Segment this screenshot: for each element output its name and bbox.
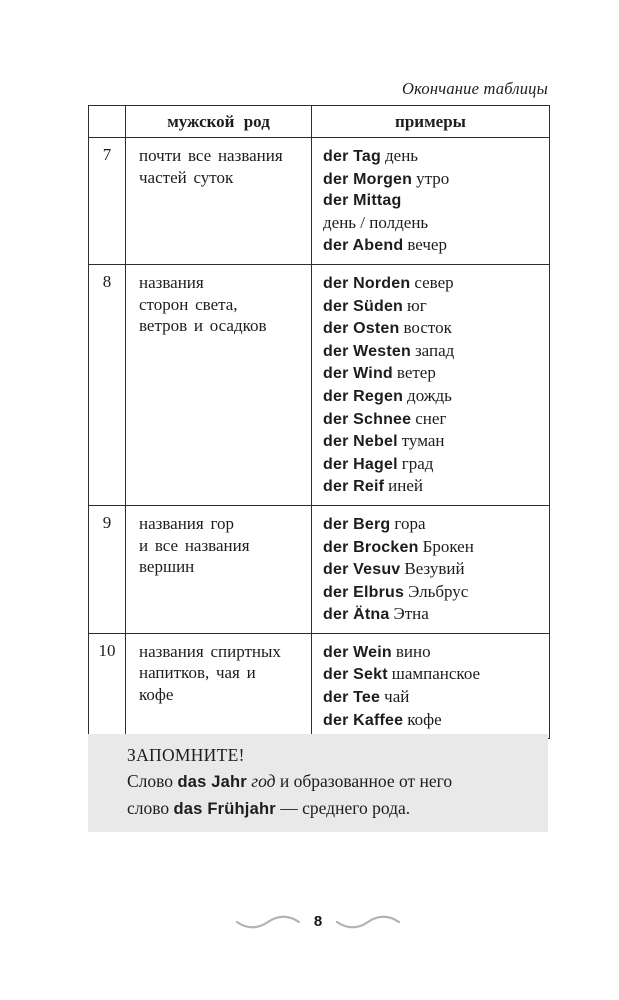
category-line: вершин bbox=[139, 557, 195, 577]
example-line bbox=[323, 641, 547, 664]
example-line bbox=[323, 168, 547, 191]
russian-translation: восток bbox=[403, 318, 452, 338]
russian-translation: вино bbox=[395, 641, 431, 661]
german-term: der Sekt bbox=[323, 666, 388, 684]
category-line: сторон света, bbox=[139, 294, 238, 314]
example-line bbox=[323, 385, 547, 408]
german-term: der Elbrus bbox=[323, 583, 405, 601]
row-number: 10 bbox=[89, 633, 126, 738]
german-term: der Wein bbox=[323, 643, 392, 661]
example-line bbox=[323, 190, 547, 212]
note-line bbox=[127, 768, 540, 795]
example-line bbox=[323, 709, 547, 732]
note-title: ЗАПОМНИТЕ! bbox=[127, 745, 245, 765]
category-line: названия гор bbox=[139, 513, 235, 533]
russian-translation: утро bbox=[416, 168, 450, 188]
russian-translation: Эльбрус bbox=[408, 581, 469, 601]
table-body bbox=[89, 138, 550, 739]
row-number: 7 bbox=[89, 138, 126, 265]
russian-translation: град bbox=[401, 453, 434, 473]
note-segment: das Jahr bbox=[177, 773, 247, 791]
german-term: der Westen bbox=[323, 342, 411, 360]
example-line bbox=[323, 340, 547, 363]
note-segment: — среднего рода. bbox=[275, 798, 411, 818]
german-term: der Kaffee bbox=[323, 711, 404, 729]
german-term: der Vesuv bbox=[323, 561, 401, 579]
category-line: напитков, чая и bbox=[139, 663, 256, 683]
example-line bbox=[323, 663, 547, 686]
row-category bbox=[126, 633, 312, 738]
russian-translation: ветер bbox=[396, 363, 436, 383]
russian-translation: Везувий bbox=[404, 559, 465, 579]
note-segment: год bbox=[251, 771, 276, 791]
example-line bbox=[323, 558, 547, 581]
russian-translation: день / полдень bbox=[323, 212, 429, 232]
category-line: почти все названия bbox=[139, 146, 283, 165]
german-term: der Nebel bbox=[323, 433, 398, 451]
russian-translation: Брокен bbox=[422, 536, 474, 556]
table-continuation-note: Окончание таблицы bbox=[402, 79, 548, 98]
german-term: der Reif bbox=[323, 478, 385, 496]
russian-translation: чай bbox=[384, 687, 410, 707]
row-examples bbox=[312, 633, 550, 738]
german-term: der Hagel bbox=[323, 455, 398, 473]
german-term: der Berg bbox=[323, 515, 391, 533]
note-segment: слово bbox=[127, 798, 174, 818]
russian-translation: день bbox=[385, 146, 419, 165]
example-line bbox=[323, 408, 547, 431]
example-line bbox=[323, 453, 547, 476]
example-line bbox=[323, 362, 547, 385]
note-body bbox=[127, 768, 540, 822]
german-term: der Ätna bbox=[323, 606, 390, 624]
german-term: der Osten bbox=[323, 320, 400, 338]
table-header-row bbox=[89, 106, 550, 138]
category-line: кофе bbox=[139, 685, 174, 705]
note-segment: Слово bbox=[127, 771, 178, 791]
example-line bbox=[323, 272, 547, 295]
category-line: и все названия bbox=[139, 535, 250, 555]
example-line bbox=[323, 212, 547, 235]
example-line bbox=[323, 234, 547, 257]
row-examples bbox=[312, 138, 550, 265]
german-term: der Abend bbox=[323, 237, 404, 255]
russian-translation: туман bbox=[401, 431, 445, 451]
note-line bbox=[127, 795, 540, 822]
russian-translation: шампанское bbox=[391, 664, 481, 684]
example-line bbox=[323, 295, 547, 318]
example-line bbox=[323, 513, 547, 536]
example-line bbox=[323, 475, 547, 498]
german-term: der Norden bbox=[323, 274, 411, 292]
german-term: der Regen bbox=[323, 387, 404, 405]
category-line: частей суток bbox=[139, 167, 234, 187]
table-row bbox=[89, 138, 550, 265]
row-examples bbox=[312, 505, 550, 633]
masculine-nouns-table bbox=[88, 105, 550, 739]
russian-translation: кофе bbox=[407, 709, 442, 729]
example-line bbox=[323, 317, 547, 340]
example-line bbox=[323, 145, 547, 168]
russian-translation: запад bbox=[414, 340, 455, 360]
example-line bbox=[323, 686, 547, 709]
german-term: der Wind bbox=[323, 365, 393, 383]
german-term: der Brocken bbox=[323, 538, 419, 556]
russian-translation: дождь bbox=[407, 385, 452, 405]
category-line: ветров и осадков bbox=[139, 316, 267, 336]
german-term: der Tag bbox=[323, 148, 382, 165]
german-term: der Schnee bbox=[323, 410, 412, 428]
example-line bbox=[323, 603, 547, 626]
russian-translation: иней bbox=[388, 476, 424, 496]
wave-ornament-left bbox=[235, 915, 301, 929]
remember-note-box bbox=[88, 734, 548, 832]
header-cell-category: мужской род bbox=[126, 106, 312, 138]
row-category bbox=[126, 505, 312, 633]
german-term: der Tee bbox=[323, 689, 381, 707]
table-row bbox=[89, 633, 550, 738]
note-segment: das Frühjahr bbox=[173, 800, 276, 818]
table-row bbox=[89, 505, 550, 633]
category-line: названия спиртных bbox=[139, 641, 281, 661]
russian-translation: гора bbox=[394, 513, 426, 533]
page-number: 8 bbox=[313, 913, 323, 930]
page-footer bbox=[88, 913, 548, 930]
wave-ornament-right bbox=[335, 915, 401, 929]
german-term: der Morgen bbox=[323, 170, 413, 188]
row-number: 9 bbox=[89, 505, 126, 633]
example-line bbox=[323, 581, 547, 604]
russian-translation: снег bbox=[415, 408, 447, 428]
russian-translation: вечер bbox=[407, 235, 447, 255]
example-line bbox=[323, 536, 547, 559]
russian-translation: Этна bbox=[393, 604, 429, 624]
row-category bbox=[126, 264, 312, 505]
row-number: 8 bbox=[89, 264, 126, 505]
header-cell-number bbox=[89, 106, 126, 138]
russian-translation: север bbox=[414, 272, 454, 292]
russian-translation: юг bbox=[407, 295, 427, 315]
category-line: названия bbox=[139, 272, 204, 292]
row-examples bbox=[312, 264, 550, 505]
note-segment: и образованное от него bbox=[275, 771, 453, 791]
row-category bbox=[126, 138, 312, 265]
header-cell-examples: примеры bbox=[312, 106, 550, 138]
german-term: der Mittag bbox=[323, 192, 402, 210]
example-line bbox=[323, 430, 547, 453]
table-row bbox=[89, 264, 550, 505]
german-term: der Süden bbox=[323, 297, 404, 315]
